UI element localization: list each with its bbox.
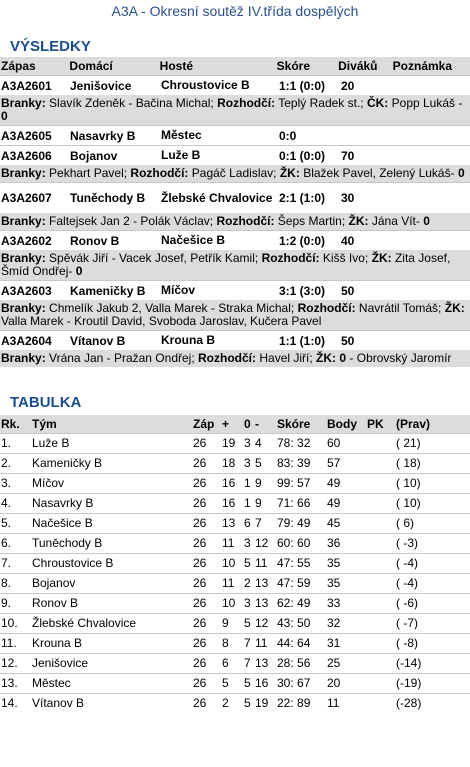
team-rank: 12. <box>1 656 18 670</box>
col-zapas: Zápas <box>1 59 36 73</box>
team-draws: 5 <box>244 676 251 690</box>
team-score: 83: 39 <box>277 456 311 470</box>
scorers: Slavík Zdeněk - Bačina Michal; <box>49 96 214 110</box>
scorers-label: Branky: <box>1 166 46 180</box>
team-wins: 10 <box>222 596 236 610</box>
match-away: Městec <box>161 128 202 142</box>
table-row <box>0 513 470 533</box>
team-losses: 9 <box>255 476 262 490</box>
match-row <box>0 230 470 250</box>
team-wins: 19 <box>222 436 236 450</box>
team-draws: 2 <box>244 576 251 590</box>
team-score: 47: 55 <box>277 556 311 570</box>
match-score: 3:1 (3:0) <box>279 283 326 298</box>
match-score: 1:1 (0:0) <box>279 78 326 93</box>
team-rank: 9. <box>1 596 12 610</box>
match-away: Chroustovice B <box>161 78 250 92</box>
cards-label: ŽK: <box>279 166 300 180</box>
referee-label: Rozhodčí: <box>198 351 257 365</box>
scorers-label: Branky: <box>1 96 46 110</box>
scorers-label: Branky: <box>1 351 46 365</box>
cards-label: ŽK: <box>444 301 465 315</box>
referee: Šeps Martin; <box>277 214 346 228</box>
team-pk <box>367 574 396 593</box>
col-rk: Rk. <box>1 417 20 431</box>
team-prav: ( -3) <box>396 536 418 550</box>
scorers-label: Branky: <box>1 301 46 315</box>
table-row <box>0 673 470 693</box>
team-rank: 13. <box>1 676 18 690</box>
standings-header-row <box>0 415 470 433</box>
team-played: 26 <box>193 636 207 650</box>
team-draws: 1 <box>244 496 251 510</box>
match-details <box>0 213 470 230</box>
col-draws: 0 <box>244 417 251 431</box>
match-row <box>0 330 470 350</box>
team-points: 35 <box>327 556 341 570</box>
col-score: Skóre <box>277 417 311 431</box>
team-draws: 1 <box>244 476 251 490</box>
team-score: 99: 57 <box>277 476 311 490</box>
cards-count: 0 <box>75 264 83 278</box>
team-draws: 3 <box>244 436 251 450</box>
team-draws: 3 <box>244 456 251 470</box>
team-pk <box>367 534 396 553</box>
team-losses: 7 <box>255 516 262 530</box>
match-spectators: 50 <box>341 283 355 298</box>
match-spectators: 70 <box>341 148 355 163</box>
team-prav: (-14) <box>396 656 422 670</box>
referee: Pagáč Ladislav; <box>191 166 277 180</box>
match-id: A3A2604 <box>1 333 52 348</box>
match-spectators: 50 <box>341 333 355 348</box>
col-prav: (Prav) <box>396 417 431 431</box>
team-points: 33 <box>327 596 341 610</box>
match-home: Nasavrky B <box>70 128 136 143</box>
match-row <box>0 125 470 145</box>
referee-label: Rozhodčí: <box>217 96 276 110</box>
team-name: Tuněchody B <box>32 536 103 550</box>
team-losses: 13 <box>255 576 269 590</box>
team-draws: 7 <box>244 656 251 670</box>
cards-count: 0 <box>1 109 8 123</box>
team-points: 60 <box>327 436 341 450</box>
match-home: Jenišovice <box>70 78 132 93</box>
team-rank: 3. <box>1 476 12 490</box>
referee-label: Rozhodčí: <box>261 251 320 265</box>
team-rank: 7. <box>1 556 12 570</box>
team-prav: ( -8) <box>396 636 418 650</box>
team-rank: 14. <box>1 696 18 710</box>
team-draws: 3 <box>244 596 251 610</box>
match-score: 2:1 (1:0) <box>279 191 326 205</box>
cards-label: ŽK: <box>371 251 392 265</box>
team-wins: 8 <box>222 636 229 650</box>
team-wins: 5 <box>222 676 229 690</box>
cards-names: Jána Vít- <box>371 214 424 228</box>
match-details <box>0 165 470 182</box>
match-score: 0:0 <box>279 128 297 143</box>
team-prav: ( 10) <box>396 496 421 510</box>
match-score: 1:1 (1:0) <box>279 333 326 348</box>
table-row <box>0 453 470 473</box>
cards-label: ČK: <box>366 96 389 110</box>
col-domaci: Domácí <box>69 59 113 73</box>
match-id: A3A2607 <box>1 191 52 205</box>
match-spectators: 40 <box>341 233 355 248</box>
match-row <box>0 75 470 95</box>
match-id: A3A2602 <box>1 233 52 248</box>
scorers: Chmelík Jakub 2, Valla Marek - Straka Michal; <box>49 301 295 315</box>
col-zap: Záp <box>193 417 215 431</box>
team-points: 20 <box>327 676 341 690</box>
match-details <box>0 350 470 367</box>
team-played: 26 <box>193 456 207 470</box>
team-prav: ( 6) <box>396 516 414 530</box>
match-row <box>0 145 470 165</box>
team-losses: 19 <box>255 696 269 710</box>
col-body: Body <box>327 417 357 431</box>
team-score: 60: 60 <box>277 536 311 550</box>
team-draws: 5 <box>244 696 251 710</box>
cards-names: - Obrovský Jaromír <box>346 351 452 365</box>
table-row <box>0 533 470 553</box>
team-points: 36 <box>327 536 341 550</box>
team-pk <box>367 514 396 533</box>
team-wins: 16 <box>222 476 236 490</box>
match-details <box>0 250 470 280</box>
team-pk <box>367 494 396 513</box>
match-home: Vítanov B <box>70 333 126 348</box>
table-row <box>0 633 470 653</box>
team-name: Chroustovice B <box>32 556 114 570</box>
col-hoste: Hosté <box>159 59 193 73</box>
team-prav: ( -4) <box>396 576 418 590</box>
referee-label: Rozhodčí: <box>130 166 189 180</box>
team-rank: 8. <box>1 576 12 590</box>
team-pk <box>367 434 396 453</box>
scorers: Vrána Jan - Pražan Ondřej; <box>49 351 195 365</box>
team-points: 49 <box>327 476 341 490</box>
team-name: Vítanov B <box>32 696 85 710</box>
team-pk <box>367 474 396 493</box>
match-row <box>0 280 470 300</box>
team-pk <box>367 654 396 673</box>
team-played: 26 <box>193 536 207 550</box>
team-draws: 3 <box>244 536 251 550</box>
match-away: Míčov <box>161 283 196 297</box>
team-losses: 13 <box>255 596 269 610</box>
team-played: 26 <box>193 656 207 670</box>
team-prav: (-19) <box>396 676 422 690</box>
team-pk <box>367 594 396 613</box>
team-wins: 18 <box>222 456 236 470</box>
team-points: 31 <box>327 636 341 650</box>
team-wins: 13 <box>222 516 236 530</box>
referee-label: Rozhodčí: <box>297 301 356 315</box>
team-wins: 2 <box>222 696 229 710</box>
standings-list <box>0 433 470 713</box>
referee-label: Rozhodčí: <box>216 214 275 228</box>
team-points: 32 <box>327 616 341 630</box>
table-row <box>0 693 470 713</box>
match-away: Načešice B <box>161 233 226 247</box>
team-score: 47: 59 <box>277 576 311 590</box>
match-away: Luže B <box>161 148 201 162</box>
col-pk: PK <box>367 417 384 431</box>
team-pk <box>367 694 396 713</box>
team-name: Luže B <box>32 436 70 450</box>
team-prav: ( -4) <box>396 556 418 570</box>
col-divaku: Diváků <box>338 59 378 73</box>
team-rank: 2. <box>1 456 12 470</box>
team-draws: 7 <box>244 636 251 650</box>
team-played: 26 <box>193 436 207 450</box>
team-losses: 11 <box>255 556 268 570</box>
match-home: Ronov B <box>70 233 120 248</box>
match-away: Krouna B <box>161 333 215 347</box>
team-rank: 4. <box>1 496 12 510</box>
team-name: Krouna B <box>32 636 83 650</box>
cards: Valla Marek - Kroutil David, Svoboda Jaroslav, Kučera Pavel <box>1 314 322 328</box>
team-score: 71: 66 <box>277 496 311 510</box>
team-pk <box>367 634 396 653</box>
referee: Teplý Radek st.; <box>278 96 364 110</box>
results-list <box>0 75 470 367</box>
team-played: 26 <box>193 596 207 610</box>
cards-label: ŽK: <box>348 214 369 228</box>
cards-label: ŽK: <box>316 351 337 365</box>
table-row <box>0 653 470 673</box>
team-draws: 5 <box>244 616 251 630</box>
team-prav: ( -7) <box>396 616 418 630</box>
table-row <box>0 553 470 573</box>
team-points: 49 <box>327 496 341 510</box>
table-row <box>0 473 470 493</box>
table-heading: TABULKA <box>10 394 82 411</box>
cards-names: Popp Lukáš - <box>391 96 463 110</box>
match-score: 0:1 (0:0) <box>279 148 326 163</box>
team-score: 44: 64 <box>277 636 311 650</box>
cards-count: 0 <box>339 351 347 365</box>
match-home: Tuněchody B <box>70 191 146 205</box>
team-score: 78: 32 <box>277 436 311 450</box>
match-spectators: 30 <box>341 191 355 205</box>
cards-count: 0 <box>423 214 430 228</box>
match-details <box>0 300 470 330</box>
team-pk <box>367 554 396 573</box>
team-name: Městec <box>32 676 71 690</box>
table-row <box>0 573 470 593</box>
referee: Kišš Ivo; <box>322 251 369 265</box>
team-prav: ( 18) <box>396 456 421 470</box>
cards-names: Zita Josef, Šmíd Ondřej- <box>1 251 451 278</box>
team-played: 26 <box>193 696 207 710</box>
match-away: Žlebské Chvalovice <box>161 190 273 205</box>
referee: Navrátil Tomáš; <box>358 301 442 315</box>
team-rank: 10. <box>1 616 18 630</box>
results-header-row <box>0 57 470 75</box>
team-played: 26 <box>193 676 207 690</box>
team-wins: 6 <box>222 656 229 670</box>
team-losses: 13 <box>255 656 269 670</box>
team-losses: 12 <box>255 616 269 630</box>
cards-names: Blažek Pavel, Zelený Lukáš- <box>303 166 458 180</box>
team-prav: ( 10) <box>396 476 421 490</box>
match-score: 1:2 (0:0) <box>279 233 326 248</box>
team-points: 35 <box>327 576 341 590</box>
page-title: A3A - Okresní soutěž IV.třída dospělých <box>111 3 359 19</box>
team-score: 43: 50 <box>277 616 311 630</box>
col-tym: Tým <box>32 417 57 431</box>
match-id: A3A2606 <box>1 148 52 163</box>
team-name: Jenišovice <box>32 656 89 670</box>
match-home: Kameničky B <box>70 283 146 298</box>
team-played: 26 <box>193 516 207 530</box>
team-name: Žlebské Chvalovice <box>32 616 137 630</box>
team-played: 26 <box>193 616 207 630</box>
col-poznamka: Poznámka <box>392 59 453 73</box>
team-prav: ( 21) <box>396 436 421 450</box>
team-score: 22: 89 <box>277 696 311 710</box>
team-points: 45 <box>327 516 341 530</box>
team-losses: 16 <box>255 676 269 690</box>
team-losses: 4 <box>255 436 262 450</box>
team-prav: (-28) <box>396 696 422 710</box>
team-played: 26 <box>193 496 207 510</box>
team-wins: 11 <box>222 536 235 550</box>
team-played: 26 <box>193 576 207 590</box>
team-name: Míčov <box>32 476 65 490</box>
team-played: 26 <box>193 476 207 490</box>
col-skore: Skóre <box>276 59 311 73</box>
team-wins: 16 <box>222 496 236 510</box>
team-played: 26 <box>193 556 207 570</box>
team-rank: 5. <box>1 516 12 530</box>
team-wins: 10 <box>222 556 236 570</box>
team-name: Kameničky B <box>32 456 103 470</box>
team-pk <box>367 454 396 473</box>
team-rank: 1. <box>1 436 12 450</box>
team-score: 62: 49 <box>277 596 311 610</box>
team-points: 57 <box>327 456 341 470</box>
match-id: A3A2605 <box>1 128 52 143</box>
scorers-label: Branky: <box>1 214 46 228</box>
cards <box>339 351 451 365</box>
table-row <box>0 433 470 453</box>
team-score: 79: 49 <box>277 516 311 530</box>
team-pk <box>367 674 396 693</box>
team-wins: 11 <box>222 576 235 590</box>
col-wins: + <box>222 417 230 431</box>
team-rank: 11. <box>1 636 17 650</box>
team-points: 11 <box>327 696 340 710</box>
match-row <box>0 182 470 213</box>
match-id: A3A2601 <box>1 78 52 93</box>
table-row <box>0 593 470 613</box>
match-details <box>0 95 470 125</box>
match-id: A3A2603 <box>1 283 52 298</box>
team-losses: 11 <box>255 636 268 650</box>
scorers-label: Branky: <box>1 251 46 265</box>
team-score: 30: 67 <box>277 676 311 690</box>
col-losses: - <box>255 417 259 431</box>
referee: Havel Jiří; <box>259 351 313 365</box>
scorers: Spěvák Jiří - Vacek Josef, Petřík Kamil; <box>49 251 259 265</box>
team-losses: 12 <box>255 536 269 550</box>
match-spectators: 20 <box>341 78 355 93</box>
team-name: Ronov B <box>32 596 79 610</box>
team-losses: 5 <box>255 456 262 470</box>
cards <box>372 214 430 228</box>
scorers: Pekhart Pavel; <box>49 166 128 180</box>
team-draws: 5 <box>244 556 251 570</box>
scorers: Faltejsek Jan 2 - Polák Václav; <box>49 214 214 228</box>
team-rank: 6. <box>1 536 12 550</box>
cards <box>303 166 464 180</box>
team-losses: 9 <box>255 496 262 510</box>
team-name: Načešice B <box>32 516 93 530</box>
match-home: Bojanov <box>70 148 118 163</box>
cards-count: 0 <box>457 166 465 180</box>
team-wins: 9 <box>222 616 229 630</box>
team-points: 25 <box>327 656 341 670</box>
team-name: Bojanov <box>32 576 76 590</box>
team-score: 28: 56 <box>277 656 311 670</box>
table-row <box>0 493 470 513</box>
results-heading: VÝSLEDKY <box>10 38 91 55</box>
team-prav: ( -6) <box>396 596 418 610</box>
team-name: Nasavrky B <box>32 496 94 510</box>
table-row <box>0 613 470 633</box>
team-draws: 6 <box>244 516 251 530</box>
team-pk <box>367 614 396 633</box>
